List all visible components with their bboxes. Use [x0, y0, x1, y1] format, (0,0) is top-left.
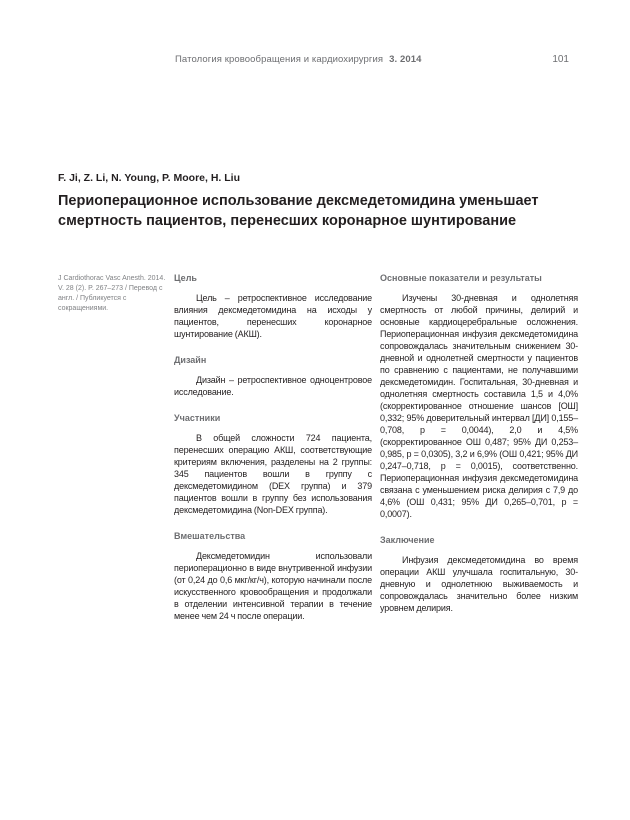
citation-note: J Cardiothorac Vasc Anesth. 2014. V. 28 (2). P. 267–273 / Перевод с англ. / Публикуется с сокращениями. — [58, 275, 166, 312]
section-results — [380, 272, 578, 520]
page-number: 101 — [552, 54, 569, 65]
section-heading: Участники — [174, 413, 221, 423]
section-body: Изучены 30-дневная и однолетняя смертность от любой причины, делирий и основные кардиоцеребральные осложнения. Периоперационная инфузия дексмедетомидина сопровождалась значительным снижением 30-дневной и однолетней смертности у пациентов по сравнению с пациентами, не получавшими дексмедетомидин. Госпитальная, 30-дневная и однолетняя смертность составила 1,5 и 4,0% (скорректированное отношение шансов [ОШ] 0,332; 95% доверительный интервал [ДИ] 0,155–0,708, р = 0,0044), 2,0 и 4,5% (скорректированное ОШ 0,487; 95% ДИ 0,253–0,985, р = 0,0305), 3,2 и 6,9% (ОШ 0,421; 95% ДИ 0,247–0,718, р = 0,0015), соответственно. Периоперационная инфузия дексмедетомидина связана с уменьшением риска делирия с 7,9 до 4,6% (ОШ 0,431; 95% ДИ 0,265–0,701, р = 0,0007). — [380, 293, 578, 519]
section-heading: Вмешательства — [174, 531, 246, 541]
section-heading: Дизайн — [174, 355, 207, 365]
section-body: Инфузия дексмедетомидина во время операции АКШ улучшала госпитальную, 30-дневную и однолетнюю выживаемость и сопровождалась значительно более низким уровнем делирия. — [380, 555, 578, 613]
authors: F. Ji, Z. Li, N. Young, P. Moore, H. Liu — [58, 172, 241, 184]
section-interventions — [174, 530, 372, 622]
section-heading: Заключение — [380, 535, 435, 545]
section-body: Дизайн – ретроспективное одноцентровое исследование. — [174, 375, 372, 397]
article-title: Периоперационное использование дексмедетомидина уменьшает смертность пациентов, перенесших коронарное шунтирование — [58, 193, 539, 229]
journal-issue: 3. 2014 — [389, 54, 422, 65]
left-column — [174, 272, 372, 636]
section-heading: Основные показатели и результаты — [380, 273, 542, 283]
section-body: Дексмедетомидин использовали периоперационно в виде внутривенной инфузии (от 0,24 до 0,6 мкг/кг/ч), которую начинали после искусственного кровообращения и продолжали в отделении интенсивной терапии в течение менее чем 24 ч после операции. — [174, 551, 372, 621]
section-aim — [174, 272, 372, 340]
right-column — [380, 272, 578, 628]
section-heading: Цель — [174, 273, 197, 283]
section-design — [174, 354, 372, 398]
section-body: Цель – ретроспективное исследование влияния дексмедетомидина на исходы у пациентов, перенесших коронарное шунтирование (АКШ). — [174, 293, 372, 339]
section-body: В общей сложности 724 пациента, перенесших операцию АКШ, соответствующие критериям включения, разделены на 2 группы: 345 пациентов вошли в группу с дексмедетомидином (DEX группа) и 379 пациентов вошли в группу без использования дексмедетомидина (Non-DEX группа). — [174, 433, 372, 515]
journal-name — [175, 54, 422, 65]
journal-title: Патология кровообращения и кардиохирургия — [175, 54, 384, 65]
section-participants — [174, 412, 372, 516]
section-conclusion — [380, 534, 578, 614]
